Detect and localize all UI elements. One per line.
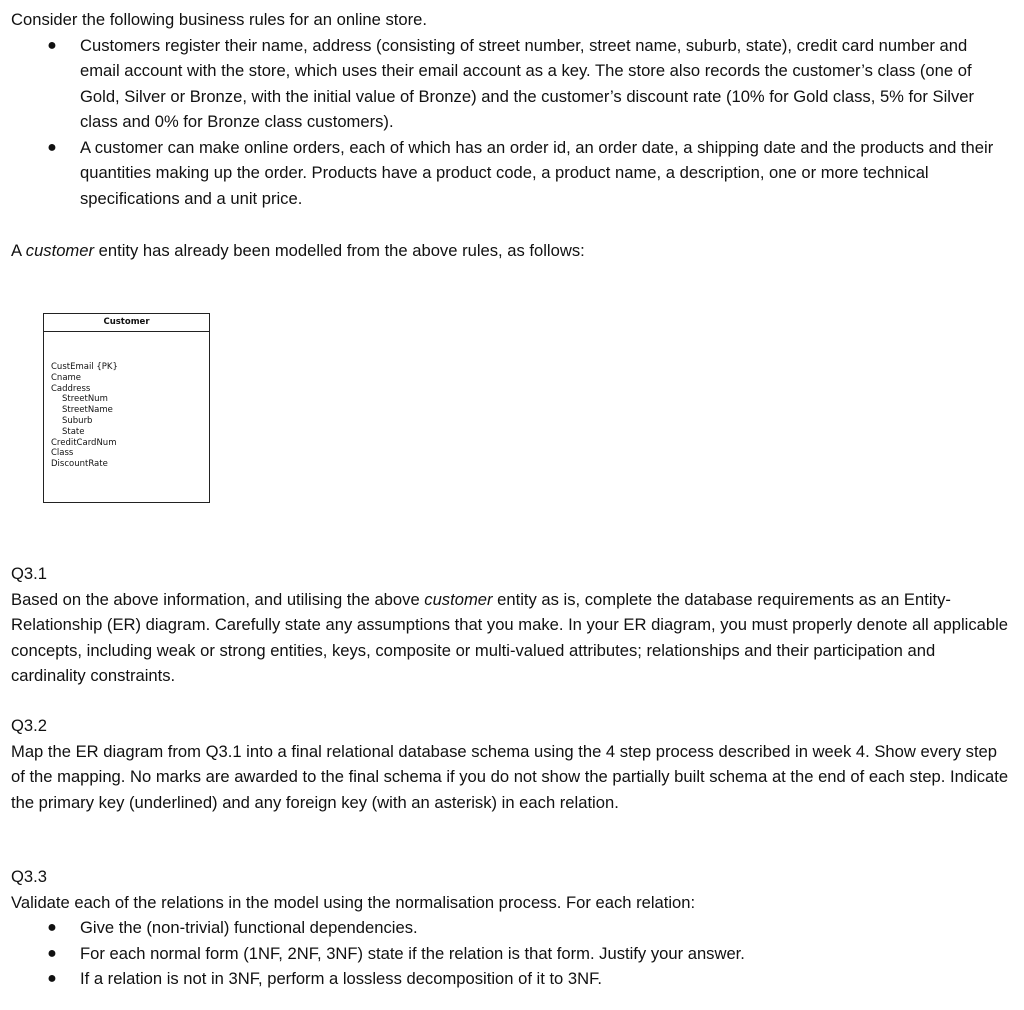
step-text: For each normal form (1NF, 2NF, 3NF) state if the relation is that form. Justify your answer. xyxy=(80,943,745,963)
entity-intro-text xyxy=(11,238,1011,264)
business-rules-section xyxy=(11,7,1011,211)
attribute-class: Class xyxy=(51,448,74,459)
customer-entity-box xyxy=(43,313,210,503)
bullet-icon: ● xyxy=(47,944,57,962)
bullet-icon: ● xyxy=(47,919,57,936)
question-heading: Q3.3 xyxy=(11,867,47,886)
list-item xyxy=(11,966,1011,992)
question-body: Map the ER diagram from Q3.1 into a final relational database schema using the 4 step process described in week 4. Show every step of the mapping. No marks are awarded to the final schema if you do not show the partially built schema at the end of each step. Indicate the primary key (underlined) and any foreign key (with an asterisk) in each relation. xyxy=(11,741,1009,812)
attribute-state: State xyxy=(62,426,85,437)
attribute-suburb: Suburb xyxy=(62,415,93,426)
q31-body-after: entity as is, complete the database requirements as an Entity-Relationship (ER) diagram. Carefully state any assumptions that you make. In your ER diagram, you must properly denote all applicable concepts, including weak or strong entities, keys, composite or multi-valued attributes; relationships and their participation and cardinality constraints. xyxy=(11,589,1009,685)
entity-attribute-list xyxy=(51,362,118,470)
question-3-2 xyxy=(11,713,1011,815)
attribute-caddress: Caddress xyxy=(51,383,91,394)
list-item xyxy=(11,941,1011,967)
step-text: Give the (non-trivial) functional dependencies. xyxy=(80,918,418,937)
question-body xyxy=(11,587,1011,689)
attribute-streetname: StreetName xyxy=(62,405,113,416)
attribute-custemail: CustEmail {PK} xyxy=(51,362,118,372)
attribute-discountrate: DiscountRate xyxy=(51,459,108,470)
question-lead: Validate each of the relations in the model using the normalisation process. For each relation: xyxy=(11,892,696,912)
question-3-1 xyxy=(11,561,1011,689)
entity-intro xyxy=(11,238,1011,264)
intro-lead: Consider the following business rules for an online store. xyxy=(11,10,427,29)
attribute-streetnum: StreetNum xyxy=(62,394,108,405)
question-heading: Q3.1 xyxy=(11,564,47,583)
attribute-cname: Cname xyxy=(51,372,82,383)
list-item xyxy=(11,33,1011,135)
entity-title: Customer xyxy=(44,314,209,332)
q31-body-emphasis: customer xyxy=(424,589,493,609)
question-heading: Q3.2 xyxy=(11,716,47,735)
normalisation-steps-list xyxy=(11,915,1011,992)
business-rules-list xyxy=(11,33,1011,212)
bullet-icon: ● xyxy=(47,138,57,156)
q31-body-before: Based on the above information, and utilising the above xyxy=(11,589,425,609)
entity-intro-after: entity has already been modelled from the above rules, as follows: xyxy=(94,241,585,260)
step-text: If a relation is not in 3NF, perform a lossless decomposition of it to 3NF. xyxy=(80,969,603,988)
entity-intro-emphasis: customer xyxy=(25,241,95,260)
attribute-creditcardnum: CreditCardNum xyxy=(51,437,117,448)
rule-text: Customers register their name, address (consisting of street number, street name, suburb, state), credit card number and email account with the store, which uses their email account as a key. The store also records the customer’s class (one of Gold, Silver or Bronze, with the initial value of Bronze) and the customer’s discount rate (10% for Gold class, 5% for Silver class and 0% for Bronze class customers). xyxy=(80,35,975,131)
list-item xyxy=(11,915,1011,941)
list-item xyxy=(11,135,1011,212)
question-3-3 xyxy=(11,864,1011,992)
bullet-icon: ● xyxy=(47,36,57,54)
bullet-icon: ● xyxy=(47,970,57,987)
rule-text: A customer can make online orders, each of which has an order id, an order date, a shipping date and the products and their quantities making up the order. Products have a product code, a product name, a description, one or more technical specifications and a unit price. xyxy=(80,137,994,208)
entity-intro-before: A xyxy=(11,241,26,260)
